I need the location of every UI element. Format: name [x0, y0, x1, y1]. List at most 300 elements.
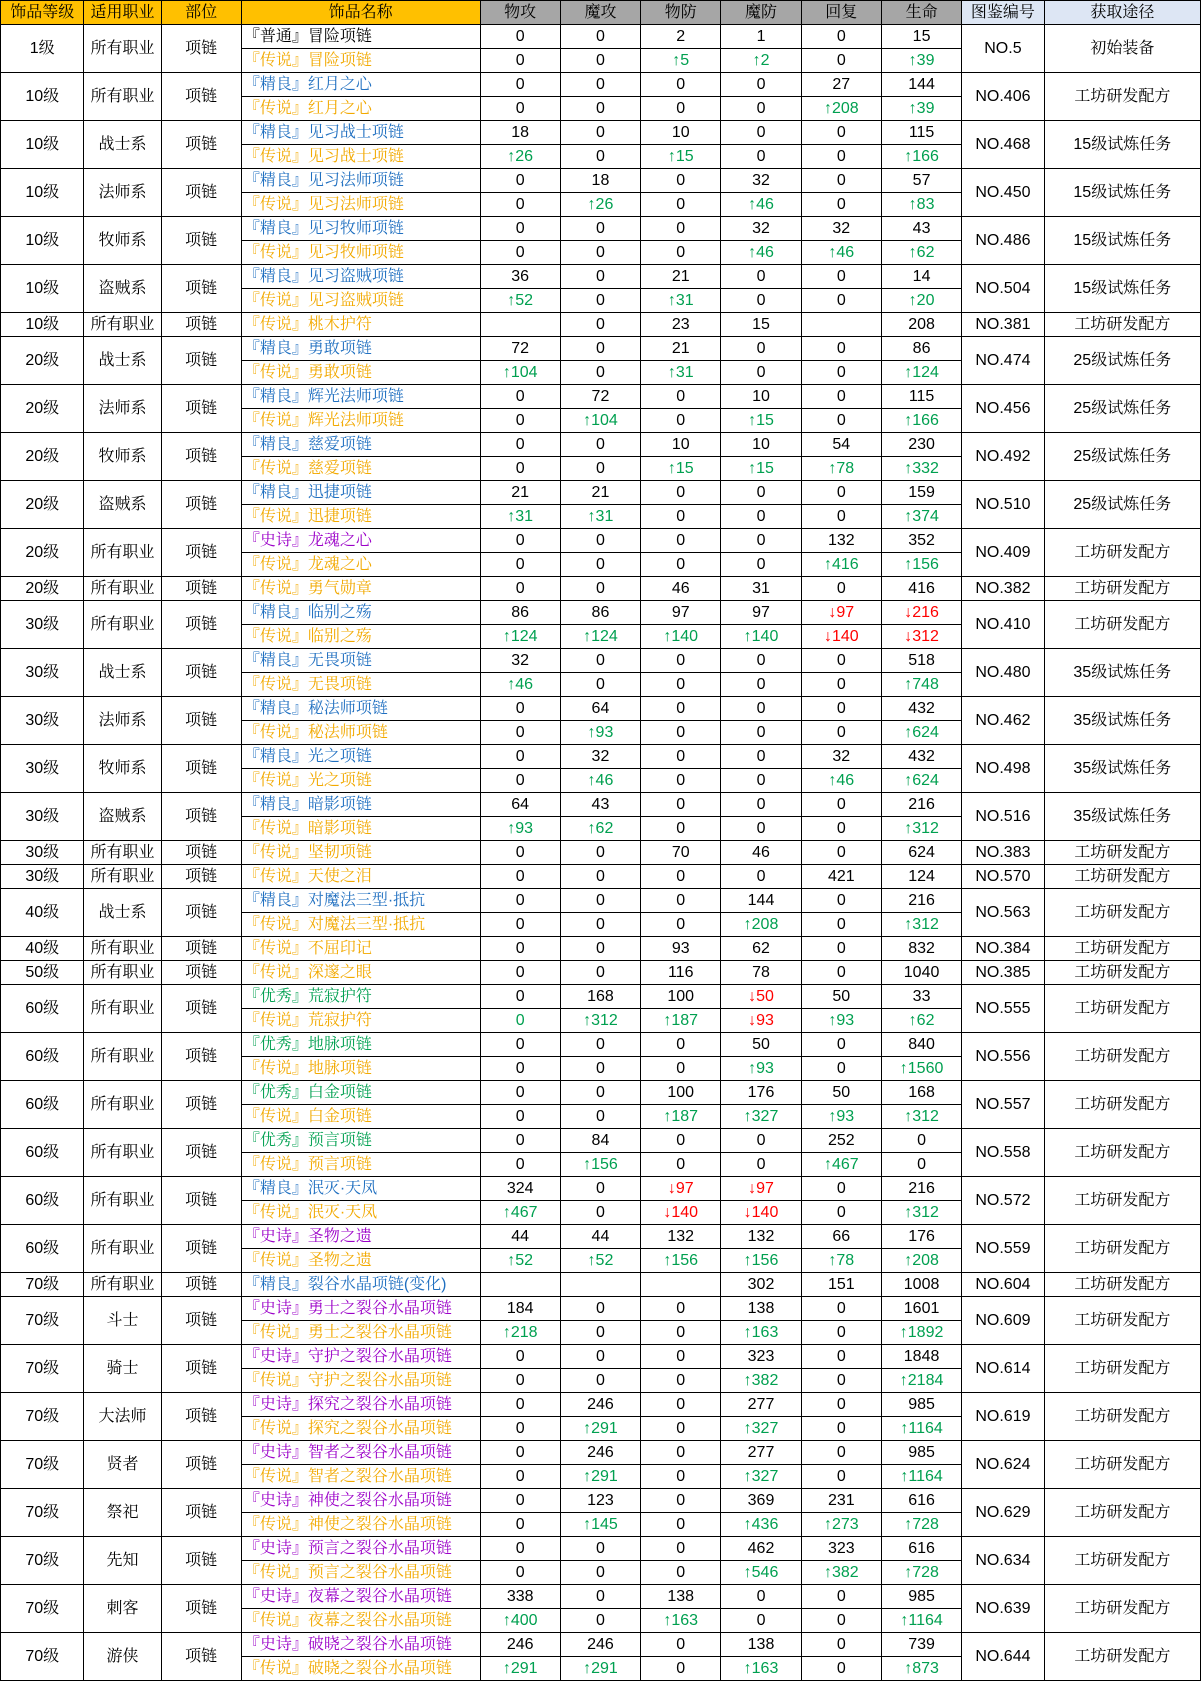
stat-patk-cell: 0 — [480, 1033, 560, 1057]
stat-matk-cell: 168 — [560, 985, 640, 1009]
stat-hp-cell: 168 — [881, 1081, 961, 1105]
stat-matk-cell: 246 — [560, 1633, 640, 1657]
stat-hp-cell: ↑374 — [881, 505, 961, 529]
stat-matk-cell: ↑312 — [560, 1009, 640, 1033]
item-name-cell: 『传说』临别之殇 — [241, 625, 480, 649]
stat-regen-cell: 0 — [801, 169, 881, 193]
slot-cell: 项链 — [161, 1393, 241, 1441]
stat-mdef-cell: 0 — [721, 721, 801, 745]
stat-hp-cell: 352 — [881, 529, 961, 553]
table-row — [1, 1297, 1201, 1321]
slot-cell: 项链 — [161, 1129, 241, 1177]
stat-mdef-cell: 50 — [721, 1033, 801, 1057]
item-name-cell: 『传说』预言之裂谷水晶项链 — [241, 1561, 480, 1585]
item-name-cell: 『传说』神使之裂谷水晶项链 — [241, 1513, 480, 1537]
table-row — [1, 841, 1201, 865]
level-cell: 10级 — [1, 73, 84, 121]
item-name-cell: 『精良』秘法师项链 — [241, 697, 480, 721]
stat-regen-cell: 0 — [801, 1441, 881, 1465]
stat-hp-cell: ↑312 — [881, 817, 961, 841]
job-cell: 所有职业 — [84, 1273, 161, 1297]
stat-matk-cell: 0 — [560, 529, 640, 553]
item-name-cell: 『精良』迅捷项链 — [241, 481, 480, 505]
stat-regen-cell: 0 — [801, 793, 881, 817]
job-cell: 所有职业 — [84, 1033, 161, 1081]
stat-regen-cell: 54 — [801, 433, 881, 457]
stat-patk-cell: 0 — [480, 721, 560, 745]
stat-hp-cell: 216 — [881, 889, 961, 913]
source-cell: 15级试炼任务 — [1044, 169, 1200, 217]
stat-matk-cell: ↑156 — [560, 1153, 640, 1177]
header-patk[interactable]: 物攻 — [480, 1, 560, 25]
stat-hp-cell: 616 — [881, 1489, 961, 1513]
table-body — [1, 25, 1201, 1681]
stat-mdef-cell: ↑15 — [721, 409, 801, 433]
stat-pdef-cell: 132 — [641, 1225, 721, 1249]
job-cell: 贤者 — [84, 1441, 161, 1489]
item-name-cell: 『精良』无畏项链 — [241, 649, 480, 673]
stat-regen-cell: 231 — [801, 1489, 881, 1513]
stat-matk-cell: 0 — [560, 913, 640, 937]
stat-mdef-cell: ↑208 — [721, 913, 801, 937]
item-name-cell: 『优秀』白金项链 — [241, 1081, 480, 1105]
codex-no-cell: NO.492 — [962, 433, 1044, 481]
level-cell: 10级 — [1, 265, 84, 313]
stat-patk-cell: 18 — [480, 121, 560, 145]
stat-pdef-cell: 116 — [641, 961, 721, 985]
level-cell: 30级 — [1, 841, 84, 865]
stat-pdef-cell: 70 — [641, 841, 721, 865]
stat-hp-cell: 14 — [881, 265, 961, 289]
stat-regen-cell: 66 — [801, 1225, 881, 1249]
level-cell: 10级 — [1, 313, 84, 337]
stat-regen-cell: 421 — [801, 865, 881, 889]
slot-cell: 项链 — [161, 337, 241, 385]
stat-matk-cell: 0 — [560, 1561, 640, 1585]
job-cell: 骑士 — [84, 1345, 161, 1393]
stat-pdef-cell: 2 — [641, 25, 721, 49]
stat-matk-cell: 0 — [560, 553, 640, 577]
item-name-cell: 『精良』裂谷水晶项链(变化) — [241, 1273, 480, 1297]
stat-patk-cell: ↑467 — [480, 1201, 560, 1225]
table-row — [1, 697, 1201, 721]
job-cell: 先知 — [84, 1537, 161, 1585]
stat-mdef-cell: 0 — [721, 505, 801, 529]
level-cell: 70级 — [1, 1393, 84, 1441]
table-row — [1, 481, 1201, 505]
item-name-cell: 『传说』冒险项链 — [241, 49, 480, 73]
job-cell: 所有职业 — [84, 529, 161, 577]
job-cell: 战士系 — [84, 121, 161, 169]
table-row — [1, 25, 1201, 49]
item-name-cell: 『传说』见习牧师项链 — [241, 241, 480, 265]
stat-mdef-cell: 0 — [721, 1585, 801, 1609]
stat-hp-cell: 33 — [881, 985, 961, 1009]
stat-patk-cell: 0 — [480, 1345, 560, 1369]
level-cell: 30级 — [1, 865, 84, 889]
stat-mdef-cell: 0 — [721, 145, 801, 169]
stat-matk-cell: ↑291 — [560, 1657, 640, 1681]
stat-regen-cell — [801, 313, 881, 337]
level-cell: 70级 — [1, 1297, 84, 1345]
stat-matk-cell: 0 — [560, 865, 640, 889]
stat-patk-cell: 324 — [480, 1177, 560, 1201]
stat-mdef-cell: ↑46 — [721, 241, 801, 265]
item-name-cell: 『传说』秘法师项链 — [241, 721, 480, 745]
stat-matk-cell: 0 — [560, 265, 640, 289]
stat-mdef-cell: 0 — [721, 553, 801, 577]
stat-hp-cell: 216 — [881, 793, 961, 817]
stat-matk-cell: 0 — [560, 121, 640, 145]
job-cell: 战士系 — [84, 649, 161, 697]
stat-pdef-cell: 0 — [641, 673, 721, 697]
header-mdef[interactable]: 魔防 — [721, 1, 801, 25]
stat-matk-cell: 0 — [560, 1345, 640, 1369]
item-name-cell: 『史诗』探究之裂谷水晶项链 — [241, 1393, 480, 1417]
codex-no-cell: NO.385 — [962, 961, 1044, 985]
stat-patk-cell: 0 — [480, 889, 560, 913]
stat-patk-cell: 0 — [480, 841, 560, 865]
table-row — [1, 745, 1201, 769]
table-row — [1, 985, 1201, 1009]
stat-hp-cell: 208 — [881, 313, 961, 337]
stat-matk-cell: 0 — [560, 241, 640, 265]
header-row — [1, 1, 1201, 25]
job-cell: 所有职业 — [84, 1081, 161, 1129]
stat-mdef-cell: 323 — [721, 1345, 801, 1369]
stat-mdef-cell: 31 — [721, 577, 801, 601]
stat-pdef-cell: ↓140 — [641, 1201, 721, 1225]
slot-cell: 项链 — [161, 1489, 241, 1537]
stat-mdef-cell: ↓93 — [721, 1009, 801, 1033]
stat-pdef-cell: 0 — [641, 1561, 721, 1585]
table-row — [1, 1129, 1201, 1153]
stat-regen-cell: 0 — [801, 1345, 881, 1369]
slot-cell: 项链 — [161, 865, 241, 889]
stat-regen-cell: 0 — [801, 1465, 881, 1489]
stat-patk-cell: ↑93 — [480, 817, 560, 841]
item-name-cell: 『传说』见习战士项链 — [241, 145, 480, 169]
stat-mdef-cell: 0 — [721, 1153, 801, 1177]
stat-regen-cell: 0 — [801, 1033, 881, 1057]
stat-matk-cell: 0 — [560, 937, 640, 961]
level-cell: 30级 — [1, 745, 84, 793]
stat-mdef-cell: 46 — [721, 841, 801, 865]
stat-pdef-cell: 46 — [641, 577, 721, 601]
stat-mdef-cell: 277 — [721, 1441, 801, 1465]
level-cell: 40级 — [1, 889, 84, 937]
table-row — [1, 337, 1201, 361]
stat-matk-cell: 0 — [560, 1177, 640, 1201]
table-row — [1, 1585, 1201, 1609]
stat-matk-cell: 0 — [560, 433, 640, 457]
stat-patk-cell: ↑104 — [480, 361, 560, 385]
stat-matk-cell: 0 — [560, 1297, 640, 1321]
table-row — [1, 865, 1201, 889]
stat-regen-cell: 50 — [801, 1081, 881, 1105]
header-source[interactable]: 获取途径 — [1044, 1, 1200, 25]
stat-regen-cell: 0 — [801, 937, 881, 961]
stat-hp-cell: 985 — [881, 1393, 961, 1417]
stat-patk-cell: 0 — [480, 697, 560, 721]
codex-no-cell: NO.563 — [962, 889, 1044, 937]
stat-patk-cell: ↑31 — [480, 505, 560, 529]
stat-hp-cell: 0 — [881, 1129, 961, 1153]
stat-mdef-cell: 0 — [721, 697, 801, 721]
codex-no-cell: NO.406 — [962, 73, 1044, 121]
stat-matk-cell: 43 — [560, 793, 640, 817]
level-cell: 20级 — [1, 529, 84, 577]
stat-hp-cell: 432 — [881, 697, 961, 721]
level-cell: 30级 — [1, 601, 84, 649]
stat-mdef-cell: ↓50 — [721, 985, 801, 1009]
header-name[interactable]: 饰品名称 — [241, 1, 480, 25]
stat-mdef-cell: 369 — [721, 1489, 801, 1513]
stat-regen-cell: 0 — [801, 1657, 881, 1681]
table-row — [1, 1537, 1201, 1561]
codex-no-cell: NO.462 — [962, 697, 1044, 745]
source-cell: 15级试炼任务 — [1044, 217, 1200, 265]
stat-hp-cell: 985 — [881, 1585, 961, 1609]
stat-matk-cell: 0 — [560, 1081, 640, 1105]
item-name-cell: 『精良』见习法师项链 — [241, 169, 480, 193]
codex-no-cell: NO.614 — [962, 1345, 1044, 1393]
codex-no-cell: NO.450 — [962, 169, 1044, 217]
stat-matk-cell: 0 — [560, 145, 640, 169]
stat-hp-cell: ↑312 — [881, 1201, 961, 1225]
level-cell: 60级 — [1, 1081, 84, 1129]
item-name-cell: 『传说』不屈印记 — [241, 937, 480, 961]
stat-matk-cell: ↑145 — [560, 1513, 640, 1537]
item-name-cell: 『传说』见习盗贼项链 — [241, 289, 480, 313]
stat-patk-cell: 0 — [480, 49, 560, 73]
header-job[interactable]: 适用职业 — [84, 1, 161, 25]
job-cell: 祭祀 — [84, 1489, 161, 1537]
stat-mdef-cell: 0 — [721, 121, 801, 145]
codex-no-cell: NO.382 — [962, 577, 1044, 601]
codex-no-cell: NO.604 — [962, 1273, 1044, 1297]
stat-patk-cell: 0 — [480, 385, 560, 409]
codex-no-cell: NO.558 — [962, 1129, 1044, 1177]
stat-mdef-cell: 32 — [721, 217, 801, 241]
stat-patk-cell: 0 — [480, 1489, 560, 1513]
header-slot[interactable]: 部位 — [161, 1, 241, 25]
level-cell: 1级 — [1, 25, 84, 73]
source-cell: 工坊研发配方 — [1044, 1393, 1200, 1441]
slot-cell: 项链 — [161, 1633, 241, 1681]
source-cell: 工坊研发配方 — [1044, 937, 1200, 961]
stat-hp-cell: 739 — [881, 1633, 961, 1657]
stat-mdef-cell: 0 — [721, 865, 801, 889]
stat-pdef-cell: 0 — [641, 505, 721, 529]
stat-hp-cell: 1040 — [881, 961, 961, 985]
stat-pdef-cell: 0 — [641, 865, 721, 889]
level-cell: 70级 — [1, 1273, 84, 1297]
stat-mdef-cell: 32 — [721, 169, 801, 193]
stat-patk-cell: 0 — [480, 769, 560, 793]
stat-pdef-cell: 0 — [641, 769, 721, 793]
stat-hp-cell: ↓312 — [881, 625, 961, 649]
table-row — [1, 217, 1201, 241]
stat-regen-cell: 252 — [801, 1129, 881, 1153]
source-cell: 工坊研发配方 — [1044, 313, 1200, 337]
level-cell: 70级 — [1, 1489, 84, 1537]
table-row — [1, 1081, 1201, 1105]
stat-pdef-cell: ↑163 — [641, 1609, 721, 1633]
stat-patk-cell: 0 — [480, 529, 560, 553]
stat-patk-cell: 0 — [480, 1393, 560, 1417]
stat-regen-cell: ↑467 — [801, 1153, 881, 1177]
codex-no-cell: NO.381 — [962, 313, 1044, 337]
stat-patk-cell: 0 — [480, 1417, 560, 1441]
stat-hp-cell: ↑624 — [881, 721, 961, 745]
stat-matk-cell: 0 — [560, 1105, 640, 1129]
stat-patk-cell: 0 — [480, 169, 560, 193]
stat-patk-cell: 0 — [480, 97, 560, 121]
codex-no-cell: NO.629 — [962, 1489, 1044, 1537]
job-cell: 刺客 — [84, 1585, 161, 1633]
source-cell: 工坊研发配方 — [1044, 529, 1200, 577]
header-pdef[interactable]: 物防 — [641, 1, 721, 25]
item-name-cell: 『精良』慈爱项链 — [241, 433, 480, 457]
stat-hp-cell: 15 — [881, 25, 961, 49]
header-codex-no[interactable]: 图鉴编号 — [962, 1, 1044, 25]
header-matk[interactable]: 魔攻 — [560, 1, 640, 25]
level-cell: 70级 — [1, 1345, 84, 1393]
table-row — [1, 889, 1201, 913]
level-cell: 10级 — [1, 217, 84, 265]
job-cell: 所有职业 — [84, 841, 161, 865]
stat-patk-cell: 0 — [480, 1561, 560, 1585]
stat-hp-cell: ↑62 — [881, 241, 961, 265]
stat-regen-cell: 32 — [801, 745, 881, 769]
stat-mdef-cell: 0 — [721, 817, 801, 841]
slot-cell: 项链 — [161, 1345, 241, 1393]
stat-matk-cell: 0 — [560, 841, 640, 865]
stat-hp-cell: ↑1892 — [881, 1321, 961, 1345]
stat-mdef-cell: 132 — [721, 1225, 801, 1249]
stat-patk-cell: 0 — [480, 745, 560, 769]
table-row — [1, 937, 1201, 961]
stat-hp-cell: ↑748 — [881, 673, 961, 697]
slot-cell: 项链 — [161, 1225, 241, 1273]
stat-mdef-cell: ↑163 — [721, 1321, 801, 1345]
stat-pdef-cell: 0 — [641, 1441, 721, 1465]
item-name-cell: 『传说』荒寂护符 — [241, 1009, 480, 1033]
stat-regen-cell: 32 — [801, 217, 881, 241]
stat-mdef-cell: ↑156 — [721, 1249, 801, 1273]
stat-patk-cell: ↑52 — [480, 1249, 560, 1273]
stat-pdef-cell: 0 — [641, 1297, 721, 1321]
source-cell: 工坊研发配方 — [1044, 1345, 1200, 1393]
stat-hp-cell: ↑166 — [881, 409, 961, 433]
stat-hp-cell: 115 — [881, 121, 961, 145]
source-cell: 工坊研发配方 — [1044, 1633, 1200, 1681]
stat-hp-cell: 144 — [881, 73, 961, 97]
stat-pdef-cell: 0 — [641, 793, 721, 817]
stat-mdef-cell: 302 — [721, 1273, 801, 1297]
stat-matk-cell: 64 — [560, 697, 640, 721]
item-name-cell: 『优秀』荒寂护符 — [241, 985, 480, 1009]
stat-hp-cell: 159 — [881, 481, 961, 505]
stat-patk-cell: 0 — [480, 193, 560, 217]
job-cell: 所有职业 — [84, 313, 161, 337]
item-name-cell: 『传说』勇气勋章 — [241, 577, 480, 601]
item-name-cell: 『精良』临别之殇 — [241, 601, 480, 625]
stat-patk-cell: 0 — [480, 1537, 560, 1561]
stat-regen-cell: ↑46 — [801, 241, 881, 265]
stat-matk-cell: ↑291 — [560, 1465, 640, 1489]
slot-cell: 项链 — [161, 73, 241, 121]
stat-patk-cell: 72 — [480, 337, 560, 361]
job-cell: 盗贼系 — [84, 265, 161, 313]
job-cell: 所有职业 — [84, 601, 161, 649]
stat-hp-cell: 57 — [881, 169, 961, 193]
source-cell: 工坊研发配方 — [1044, 1177, 1200, 1225]
stat-matk-cell: 72 — [560, 385, 640, 409]
level-cell: 20级 — [1, 337, 84, 385]
stat-mdef-cell: 0 — [721, 337, 801, 361]
stat-mdef-cell: 144 — [721, 889, 801, 913]
stat-regen-cell: ↑208 — [801, 97, 881, 121]
stat-pdef-cell: 138 — [641, 1585, 721, 1609]
source-cell: 初始装备 — [1044, 25, 1200, 73]
stat-pdef-cell: 0 — [641, 697, 721, 721]
header-regen[interactable]: 回复 — [801, 1, 881, 25]
codex-no-cell: NO.384 — [962, 937, 1044, 961]
stat-pdef-cell: 0 — [641, 241, 721, 265]
stat-mdef-cell: 0 — [721, 793, 801, 817]
stat-patk-cell: 0 — [480, 553, 560, 577]
level-cell: 70级 — [1, 1633, 84, 1681]
codex-no-cell: NO.644 — [962, 1633, 1044, 1681]
table-row — [1, 1225, 1201, 1249]
stat-mdef-cell: 0 — [721, 265, 801, 289]
job-cell: 法师系 — [84, 385, 161, 433]
item-name-cell: 『精良』暗影项链 — [241, 793, 480, 817]
stat-hp-cell: ↑873 — [881, 1657, 961, 1681]
stat-mdef-cell: 0 — [721, 97, 801, 121]
stat-regen-cell: 0 — [801, 817, 881, 841]
stat-mdef-cell: ↑546 — [721, 1561, 801, 1585]
item-name-cell: 『史诗』守护之裂谷水晶项链 — [241, 1345, 480, 1369]
item-name-cell: 『传说』守护之裂谷水晶项链 — [241, 1369, 480, 1393]
header-hp[interactable]: 生命 — [881, 1, 961, 25]
stat-matk-cell: 0 — [560, 217, 640, 241]
item-name-cell: 『优秀』地脉项链 — [241, 1033, 480, 1057]
stat-patk-cell: 36 — [480, 265, 560, 289]
item-name-cell: 『精良』辉光法师项链 — [241, 385, 480, 409]
stat-pdef-cell: 0 — [641, 649, 721, 673]
stat-regen-cell: 0 — [801, 697, 881, 721]
stat-matk-cell — [560, 1273, 640, 1297]
source-cell: 工坊研发配方 — [1044, 1225, 1200, 1273]
slot-cell: 项链 — [161, 1081, 241, 1129]
stat-mdef-cell: ↑46 — [721, 193, 801, 217]
level-cell: 20级 — [1, 385, 84, 433]
stat-mdef-cell: 277 — [721, 1393, 801, 1417]
stat-patk-cell: 0 — [480, 1105, 560, 1129]
header-level[interactable]: 饰品等级 — [1, 1, 84, 25]
stat-matk-cell: ↑31 — [560, 505, 640, 529]
stat-mdef-cell: 0 — [721, 1129, 801, 1153]
stat-mdef-cell: ↑382 — [721, 1369, 801, 1393]
stat-hp-cell: 230 — [881, 433, 961, 457]
stat-mdef-cell: ↑140 — [721, 625, 801, 649]
level-cell: 40级 — [1, 937, 84, 961]
stat-matk-cell: 0 — [560, 1369, 640, 1393]
level-cell: 60级 — [1, 985, 84, 1033]
